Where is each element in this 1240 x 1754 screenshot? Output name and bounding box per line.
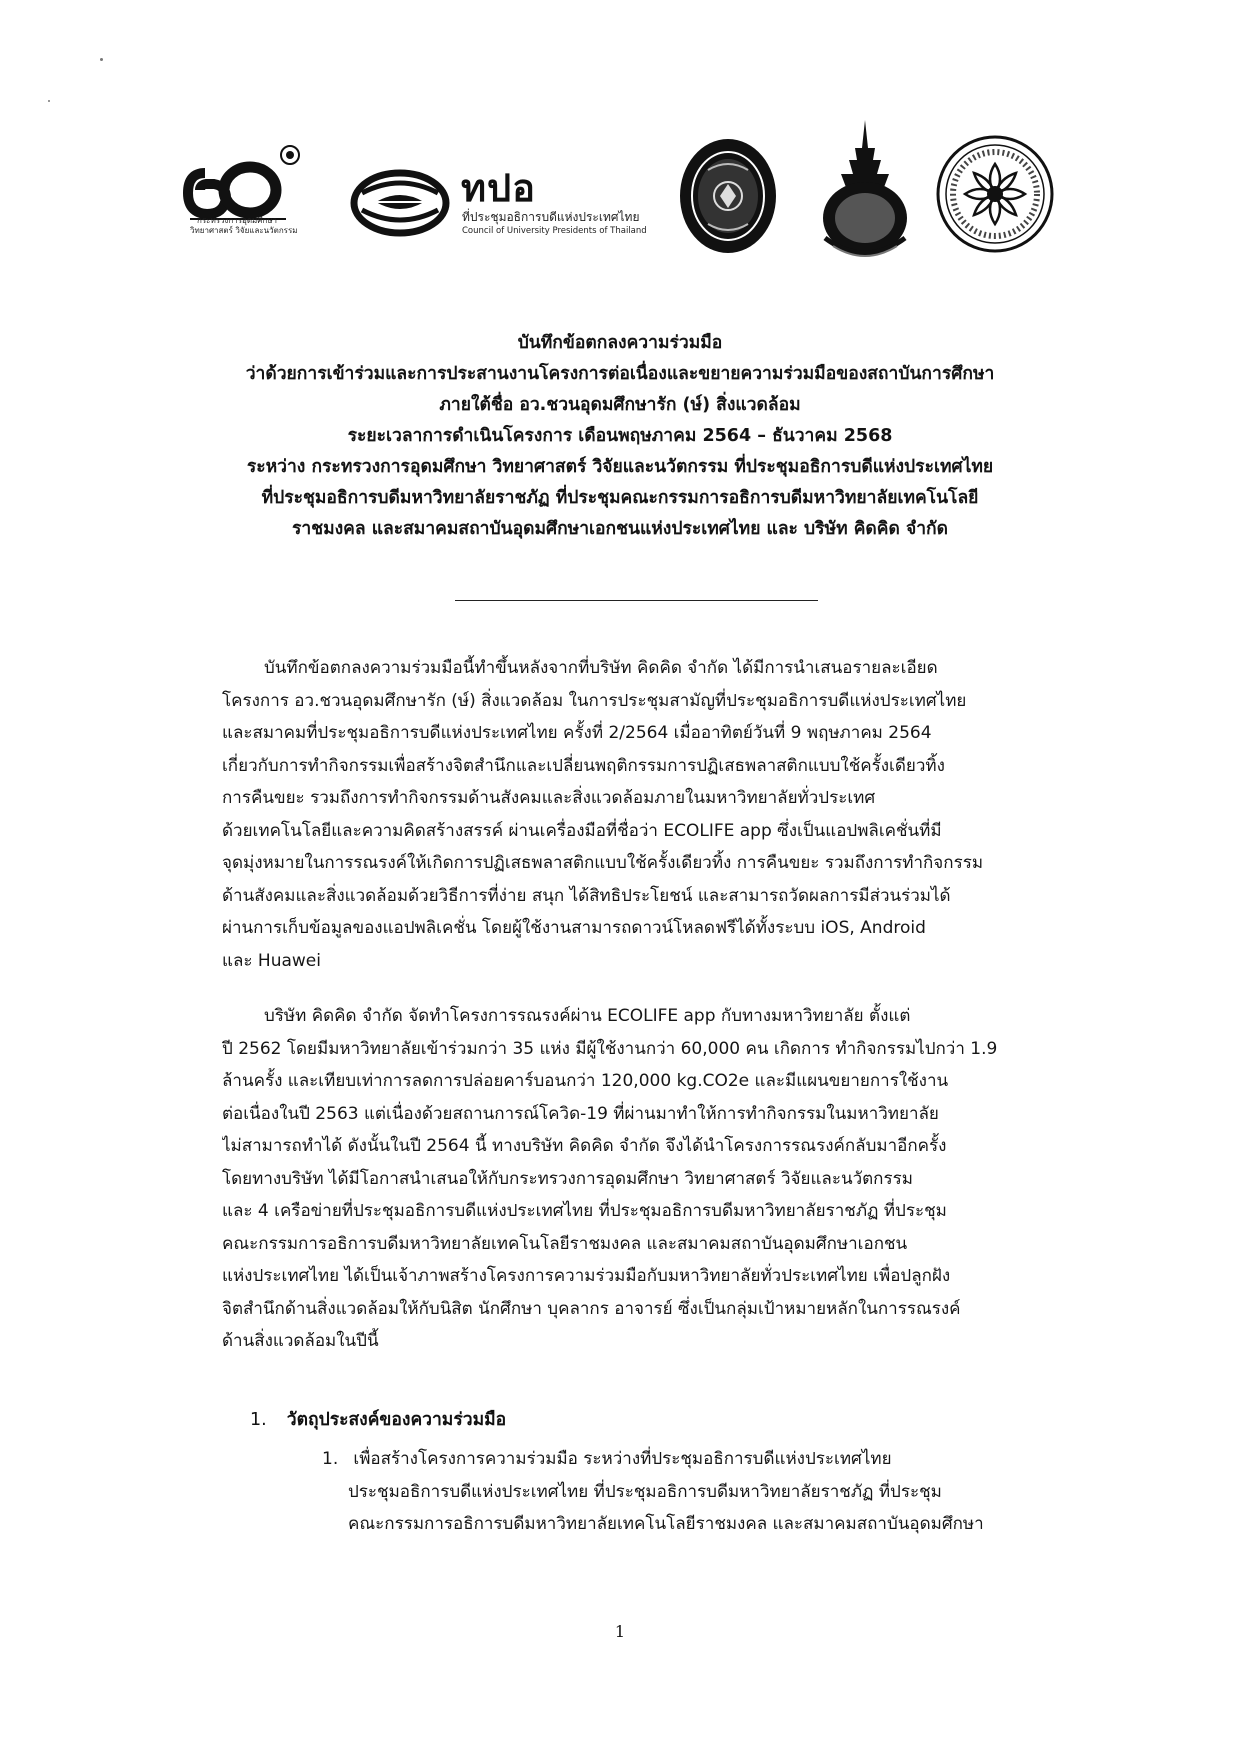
paragraph-line: โดยทางบริษัท ได้มีโอกาสนำเสนอให้กับกระทรวงการอุดมศึกษา วิทยาศาสตร์ วิจัยและนวัตกรรม: [222, 1168, 913, 1189]
paragraph-2: [222, 1000, 1052, 1358]
paragraph-line: ผ่านการเก็บข้อมูลของแอปพลิเคชั่น โดยผู้ใช้งานสามารถดาวน์โหลดฟรีได้ทั้งระบบ iOS, Android: [222, 918, 926, 938]
item-number: 1.: [322, 1449, 339, 1469]
cupt-wordmark: ทปอ: [461, 166, 536, 210]
heading-line-6: ที่ประชุมอธิการบดีมหาวิทยาลัยราชภัฏ ที่ประชุมคณะกรรมการอธิการบดีมหาวิทยาลัยเทคโนโลยี: [261, 488, 979, 508]
heading-line-1: บันทึกข้อตกลงความร่วมมือ: [517, 333, 723, 353]
paragraph-line: จุดมุ่งหมายในการรณรงค์ให้เกิดการปฏิเสธพลาสติกแบบใช้ครั้งเดียวทิ้ง การคืนขยะ รวมถึงการทำกิจกรรม: [222, 853, 984, 873]
heading-divider: [455, 600, 818, 601]
paragraph-line: ไม่สามารถทำได้ ดังนั้นในปี 2564 นี้ ทางบริษัท คิดคิด จำกัด จึงได้นำโครงการรณรงค์กลับมาอีกครั้ง: [222, 1136, 947, 1156]
paragraph-line: การคืนขยะ รวมถึงการทำกิจกรรมด้านสังคมและสิ่งแวดล้อมภายในมหาวิทยาลัยทั่วประเทศ: [222, 788, 876, 808]
apheit-seal: [935, 134, 1055, 254]
page-number: 1: [614, 1622, 626, 1641]
paragraph-line: ด้วยเทคโนโลยีและความคิดสร้างสรรค์ ผ่านเครื่องมือที่ชื่อว่า ECOLIFE app ซึ่งเป็นแอปพลิเคชั่นที่มี: [222, 820, 942, 841]
paragraph-line: ต่อเนื่องในปี 2563 แต่เนื่องด้วยสถานการณ์โควิด-19 ที่ผ่านมาทำให้การทำกิจกรรมในมหาวิทยาลัย: [222, 1103, 939, 1124]
paragraph-line: แห่งประเทศไทย ได้เป็นเจ้าภาพสร้างโครงการความร่วมมือกับมหาวิทยาลัยทั่วประเทศไทย เพื่อปลูกฝัง: [222, 1266, 951, 1286]
rmut-emblem-icon: [815, 118, 915, 268]
rmut-emblem: [815, 118, 915, 268]
paragraph-line: จิตสำนึกด้านสิ่งแวดล้อมให้กับนิสิต นักศึกษา บุคลากร อาจารย์ ซึ่งเป็นกลุ่มเป้าหมายหลักในการรณรงค์: [222, 1298, 961, 1319]
section-heading-objectives: [250, 1405, 506, 1433]
paragraph-1: [222, 652, 1052, 977]
heading-line-4: ระยะเวลาการดำเนินโครงการ เดือนพฤษภาคม 2564 – ธันวาคม 2568: [347, 426, 893, 446]
paragraph-line: บริษัท คิดคิด จำกัด จัดทำโครงการรณรงค์ผ่าน ECOLIFE app กับทางมหาวิทยาลัย ตั้งแต่: [264, 1006, 911, 1026]
apheit-seal-icon: [935, 134, 1055, 254]
paragraph-line: ปี 2562 โดยมีมหาวิทยาลัยเข้าร่วมกว่า 35 แห่ง มีผู้ใช้งานกว่า 60,000 คน เกิดการ ทำกิจกรรมไปกว่า 1.9: [222, 1038, 998, 1059]
paragraph-line: และสมาคมที่ประชุมอธิการบดีแห่งประเทศไทย ครั้งที่ 2/2564 เมื่ออาทิตย์วันที่ 9 พฤษภาคม 2564: [222, 723, 932, 743]
section-number: 1.: [250, 1410, 267, 1430]
mhesi-caption-2: วิทยาศาสตร์ วิจัยและนวัตกรรม: [190, 226, 298, 235]
rajabhat-seal: [678, 136, 778, 256]
heading-line-7: ราชมงคล และสมาคมสถาบันอุดมศึกษาเอกชนแห่งประเทศไทย และ บริษัท คิดคิด จำกัด: [292, 519, 948, 539]
item-line: เพื่อสร้างโครงการความร่วมมือ ระหว่างที่ประชุมอธิการบดีแห่งประเทศไทย: [353, 1449, 892, 1469]
item-line: คณะกรรมการอธิการบดีมหาวิทยาลัยเทคโนโลยีราชมงคล และสมาคมสถาบันอุดมศึกษา: [348, 1514, 984, 1534]
section-title: วัตถุประสงค์ของความร่วมมือ: [286, 1410, 507, 1430]
scan-speck: [48, 100, 50, 102]
document-heading: [0, 328, 1240, 545]
cupt-caption-th: ที่ประชุมอธิการบดีแห่งประเทศไทย: [462, 210, 640, 224]
paragraph-line: และ Huawei: [222, 950, 321, 971]
heading-line-2: ว่าด้วยการเข้าร่วมและการประสานงานโครงการต่อเนื่องและขยายความร่วมมือของสถาบันการศึกษา: [245, 364, 995, 384]
mhesi-caption-1: กระทรวงการอุดมศึกษา: [197, 216, 277, 225]
rajabhat-seal-icon: [678, 136, 778, 256]
paragraph-line: เกี่ยวกับการทำกิจกรรมเพื่อสร้างจิตสำนึกและเปลี่ยนพฤติกรรมการปฏิเสธพลาสติกแบบใช้ครั้งเดียวทิ้ง: [222, 755, 945, 776]
paragraph-line: ด้านสังคมและสิ่งแวดล้อมด้วยวิธีการที่ง่าย สนุก ได้สิทธิประโยชน์ และสามารถวัดผลการมีส่วนร่วมได้: [222, 885, 951, 906]
paragraph-line: ล้านครั้ง และเทียบเท่าการลดการปล่อยคาร์บอนกว่า 120,000 kg.CO2e และมีแผนขยายการใช้งาน: [222, 1071, 949, 1091]
heading-line-5: ระหว่าง กระทรวงการอุดมศึกษา วิทยาศาสตร์ วิจัยและนวัตกรรม ที่ประชุมอธิการบดีแห่งประเทศไทย: [246, 457, 994, 477]
paragraph-line: บันทึกข้อตกลงความร่วมมือนี้ทำขึ้นหลังจากที่บริษัท คิดคิด จำกัด ได้มีการนำเสนอรายละเอียด: [264, 658, 938, 678]
logo-row: [0, 118, 1240, 278]
paragraph-line: และ 4 เครือข่ายที่ประชุมอธิการบดีแห่งประเทศไทย ที่ประชุมอธิการบดีมหาวิทยาลัยราชภัฏ ที่ประชุม: [222, 1201, 947, 1221]
paragraph-line: คณะกรรมการอธิการบดีมหาวิทยาลัยเทคโนโลยีราชมงคล และสมาคมสถาบันอุดมศึกษาเอกชน: [222, 1233, 908, 1254]
scan-speck: [100, 58, 103, 61]
objective-item-1: [322, 1443, 1057, 1541]
item-line: ประชุมอธิการบดีแห่งประเทศไทย ที่ประชุมอธิการบดีมหาวิทยาลัยราชภัฏ ที่ประชุม: [348, 1481, 942, 1502]
heading-line-3: ภายใต้ชื่อ อว.ชวนอุดมศึกษารัก (ษ์) สิ่งแวดล้อม: [439, 395, 801, 415]
paragraph-line: ด้านสิ่งแวดล้อมในปีนี้: [222, 1331, 379, 1351]
paragraph-line: โครงการ อว.ชวนอุดมศึกษารัก (ษ์) สิ่งแวดล้อม ในการประชุมสามัญที่ประชุมอธิการบดีแห่งประเทศไทย: [222, 690, 967, 711]
cupt-caption-en: Council of University Presidents of Thailand: [462, 226, 647, 236]
